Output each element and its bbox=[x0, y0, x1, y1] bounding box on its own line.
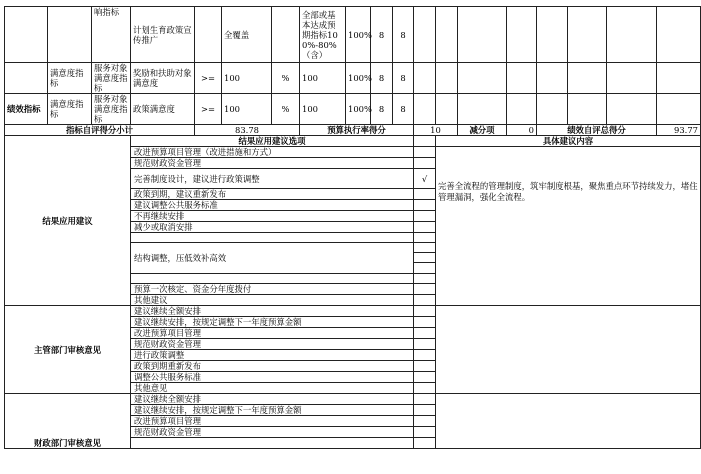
indicator-level3-cell: 服务对象满意度指标 bbox=[92, 94, 131, 125]
score-cell: 8 bbox=[393, 94, 414, 125]
option-check-cell bbox=[414, 200, 436, 211]
option-check-cell bbox=[414, 211, 436, 222]
indicator-level2-cell: 满意度指标 bbox=[48, 63, 92, 94]
options-header: 结果应用建议选项 bbox=[131, 136, 414, 147]
completion-rate-cell: 100% bbox=[346, 63, 371, 94]
dept-option: 规范财政资金管理 bbox=[131, 339, 414, 350]
finance-option: 规范财政资金管理 bbox=[131, 427, 414, 438]
target-value-cell: 100 bbox=[222, 94, 272, 125]
score-cell: 8 bbox=[393, 7, 414, 63]
indicator-name-cell: 计划生育政策宣传推广 bbox=[131, 7, 195, 63]
result-application-label: 结果应用建议 bbox=[5, 136, 131, 306]
finance-option: 建议继续全额安排 bbox=[131, 394, 414, 405]
result-option: 结构调整，压低效补高效 bbox=[131, 253, 414, 263]
dept-option: 改进预算项目管理 bbox=[131, 328, 414, 339]
budget-execution-label: 预算执行率得分 bbox=[300, 125, 414, 136]
indicator-level3-cell: 响指标 bbox=[92, 7, 131, 63]
option-check-cell bbox=[414, 284, 436, 295]
indicator-name-cell: 政策满意度 bbox=[131, 94, 195, 125]
indicator-name-cell: 奖励和扶助对象满意度 bbox=[131, 63, 195, 94]
dept-option: 政策到期重新发布 bbox=[131, 361, 414, 372]
option-check-cell bbox=[414, 147, 436, 158]
result-option: 其他建议 bbox=[131, 295, 414, 306]
indicator-row bbox=[5, 7, 701, 63]
option-check-cell bbox=[414, 295, 436, 306]
actual-value-cell: 100 bbox=[300, 94, 346, 125]
result-option: 政策到期，建议重新发布 bbox=[131, 189, 414, 200]
dept-option: 建议继续安排，按规定调整下一年度预算金额 bbox=[131, 317, 414, 328]
check-mark: √ bbox=[414, 169, 436, 189]
target-value-cell: 全覆盖 bbox=[222, 7, 272, 63]
option-check-cell bbox=[414, 222, 436, 233]
content-header: 具体建议内容 bbox=[436, 136, 701, 147]
result-option: 规范财政资金管理 bbox=[131, 158, 414, 169]
target-value-cell: 100 bbox=[222, 63, 272, 94]
indicator-level1-cell bbox=[5, 63, 48, 94]
indicator-row bbox=[5, 63, 701, 94]
total-score-label: 绩效自评总得分 bbox=[537, 125, 657, 136]
option-check-cell bbox=[414, 158, 436, 169]
weight-cell: 8 bbox=[371, 94, 393, 125]
unit-cell bbox=[272, 7, 300, 63]
dept-option: 调整公共服务标准 bbox=[131, 372, 414, 383]
indicator-level3-cell: 服务对象满意度指标 bbox=[92, 63, 131, 94]
score-cell: 8 bbox=[393, 63, 414, 94]
performance-evaluation-table bbox=[4, 6, 701, 449]
header-row bbox=[5, 136, 701, 147]
deduction-label: 减分项 bbox=[458, 125, 507, 136]
dept-option: 进行政策调整 bbox=[131, 350, 414, 361]
result-option: 改进预算项目管理（改进措施和方式） bbox=[131, 147, 414, 158]
dept-option: 建议继续全额安排 bbox=[131, 306, 414, 317]
indicator-level1-cell: 绩效指标 bbox=[5, 94, 48, 125]
suggestion-text: 完善全流程的管理制度，筑牢制度根基，聚焦重点环节持续发力，堵住管理漏洞，强化全流程。 bbox=[438, 181, 698, 202]
operator-cell bbox=[195, 7, 222, 63]
operator-cell: >= bbox=[195, 63, 222, 94]
indicator-level2-cell bbox=[48, 7, 92, 63]
completion-rate-cell: 100% bbox=[346, 94, 371, 125]
indicator-level2-cell: 满意度指标 bbox=[48, 94, 92, 125]
dept-review-label: 主管部门审核意见 bbox=[5, 306, 131, 394]
unit-cell: % bbox=[272, 94, 300, 125]
actual-value-cell: 100 bbox=[300, 63, 346, 94]
option-row bbox=[5, 306, 701, 317]
result-option: 不再继续安排 bbox=[131, 211, 414, 222]
unit-cell: % bbox=[272, 63, 300, 94]
dept-option: 其他意见 bbox=[131, 383, 414, 394]
completion-rate-cell: 100% bbox=[346, 7, 371, 63]
finance-option: 改进预算项目管理 bbox=[131, 416, 414, 427]
self-eval-label: 指标自评得分小计 bbox=[5, 125, 195, 136]
suggestion-content bbox=[436, 147, 701, 306]
finance-option: 建议继续安排，按规定调整下一年度预算金额 bbox=[131, 405, 414, 416]
weight-cell: 8 bbox=[371, 7, 393, 63]
actual-value-cell: 全部或基本达成预期指标100%-80%（含） bbox=[300, 7, 346, 63]
self-eval-value: 83.78 bbox=[195, 125, 300, 136]
finance-review-label: 财政部门审核意见 bbox=[5, 394, 131, 449]
budget-execution-value: 10 bbox=[414, 125, 458, 136]
operator-cell: >= bbox=[195, 94, 222, 125]
result-option: 完善制度设计，建议进行政策调整 bbox=[131, 169, 414, 189]
summary-row bbox=[5, 125, 701, 136]
indicator-row bbox=[5, 94, 701, 125]
result-option: 预算一次核定、资金分年度拨付 bbox=[131, 284, 414, 295]
option-row bbox=[5, 394, 701, 405]
indicator-level1-cell bbox=[5, 7, 48, 63]
option-check-cell bbox=[414, 189, 436, 200]
result-option: 减少或取消安排 bbox=[131, 222, 414, 233]
weight-cell: 8 bbox=[371, 63, 393, 94]
total-score-value: 93.77 bbox=[657, 125, 701, 136]
result-option: 建议调整公共服务标准 bbox=[131, 200, 414, 211]
deduction-value: 0 bbox=[507, 125, 537, 136]
